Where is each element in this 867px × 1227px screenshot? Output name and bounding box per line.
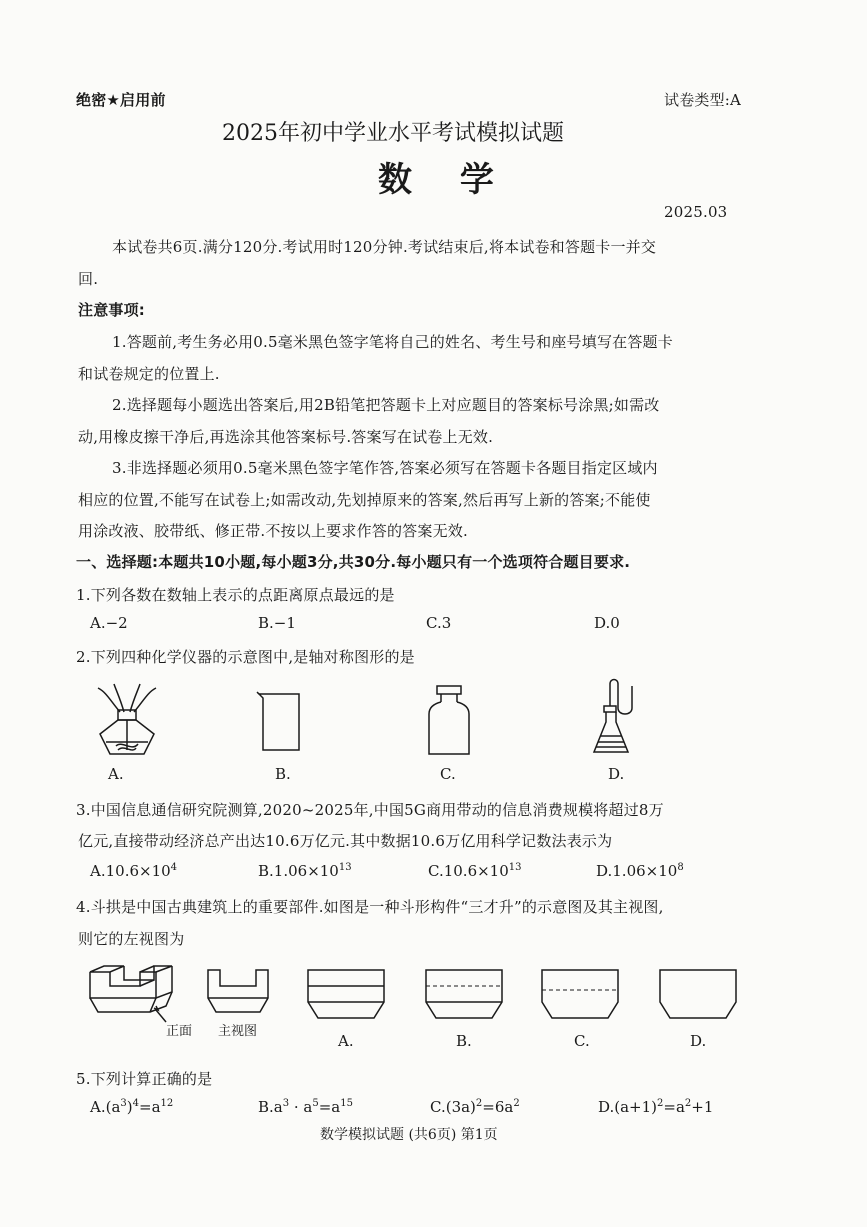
- q2-option-c: C.: [440, 765, 456, 783]
- q5-option-b: $B.a^3 \cdot a^5=a^{15}$: [258, 1098, 353, 1116]
- q5-option-d: $D.(a+1)^2=a^2+1$: [598, 1098, 714, 1116]
- note-3a: 3.非选择题必须用0.5毫米黑色签字笔作答,答案必须写在答题卡各题目指定区域内: [112, 459, 658, 477]
- note-2b: 动,用橡皮擦干净后,再选涂其他答案标号.答案写在试卷上无效.: [78, 428, 494, 446]
- q1-option-a: A.−2: [90, 614, 128, 632]
- q3-option-d: $D.1.06\times 10^8$: [596, 862, 684, 880]
- notes-heading: 注意事项:: [78, 301, 145, 319]
- q2-stem: 2.下列四种化学仪器的示意图中,是轴对称图形的是: [76, 648, 415, 666]
- q4-option-d-figure: [658, 968, 738, 1020]
- q5-option-a: $A.(a^3)^4=a^{12}$: [90, 1098, 174, 1116]
- q2-option-a: A.: [108, 765, 124, 783]
- q1-option-b: B.−1: [258, 614, 296, 632]
- q4-option-a-figure: [306, 968, 386, 1020]
- intro-line-2: 回.: [78, 270, 99, 288]
- q1-option-c: C.3: [426, 614, 452, 632]
- q3-option-c: $C.10.6\times 10^{13}$: [428, 862, 522, 880]
- q3-option-a: $A.10.6\times 10^4$: [90, 862, 178, 880]
- flask-with-tube-figure: [588, 676, 648, 756]
- subject-title: 数 学: [378, 160, 512, 200]
- reagent-bottle-figure: [423, 684, 475, 756]
- q4-option-c: C.: [574, 1032, 590, 1050]
- q4-stem-1: 4.斗拱是中国古典建筑上的重要部件.如图是一种斗形构件“三才升”的示意图及其主视图,: [76, 898, 664, 916]
- exam-date: 2025.03: [664, 203, 728, 221]
- page-footer: 数学模拟试题 (共6页) 第1页: [320, 1127, 498, 1143]
- q4-stem-2: 则它的左视图为: [78, 930, 185, 948]
- beaker-figure: [255, 690, 305, 756]
- main-view-label: 主视图: [218, 1024, 258, 1039]
- alcohol-burner-figure: [92, 682, 162, 762]
- q3-option-b: $B.1.06\times 10^{13}$: [258, 862, 352, 880]
- q1-option-d: D.0: [594, 614, 620, 632]
- intro-line-1: 本试卷共6页.满分120分.考试用时120分钟.考试结束后,将本试卷和答题卡一并交: [112, 238, 657, 256]
- q3-stem-1: 3.中国信息通信研究院测算,2020~2025年,中国5G商用带动的信息消费规模将超过8万: [76, 801, 664, 819]
- q4-option-b: B.: [456, 1032, 472, 1050]
- note-1a: 1.答题前,考生务必用0.5毫米黑色签字笔将自己的姓名、考生号和座号填写在答题卡: [112, 333, 673, 351]
- paper-type-label: 试卷类型:A: [664, 91, 742, 109]
- section-heading: 一、选择题:本题共10小题,每小题3分,共30分.每小题只有一个选项符合题目要求.: [76, 553, 631, 571]
- q4-option-b-figure: [424, 968, 504, 1020]
- q4-option-d: D.: [690, 1032, 707, 1050]
- front-label: 正面: [166, 1024, 193, 1039]
- exam-title: 2025年初中学业水平考试模拟试题: [222, 121, 564, 146]
- q5-option-c: $C.(3a)^2=6a^2$: [430, 1098, 520, 1116]
- q2-option-b: B.: [275, 765, 291, 783]
- note-3c: 用涂改液、胶带纸、修正带.不按以上要求作答的答案无效.: [78, 522, 468, 540]
- confidential-label: 绝密★启用前: [76, 91, 166, 109]
- q3-stem-2: 亿元,直接带动经济总产出达10.6万亿元.其中数据10.6万亿用科学记数法表示为: [78, 832, 613, 850]
- q4-option-a: A.: [338, 1032, 354, 1050]
- note-2a: 2.选择题每小题选出答案后,用2B铅笔把答题卡上对应题目的答案标号涂黑;如需改: [112, 396, 660, 414]
- q5-stem: 5.下列计算正确的是: [76, 1070, 213, 1088]
- note-1b: 和试卷规定的位置上.: [78, 365, 220, 383]
- q2-option-d: D.: [608, 765, 625, 783]
- q1-stem: 1.下列各数在数轴上表示的点距离原点最远的是: [76, 586, 395, 604]
- note-3b: 相应的位置,不能写在试卷上;如需改动,先划掉原来的答案,然后再写上新的答案;不能使: [78, 491, 651, 509]
- q4-option-c-figure: [540, 968, 620, 1020]
- main-view-figure: [206, 968, 272, 1018]
